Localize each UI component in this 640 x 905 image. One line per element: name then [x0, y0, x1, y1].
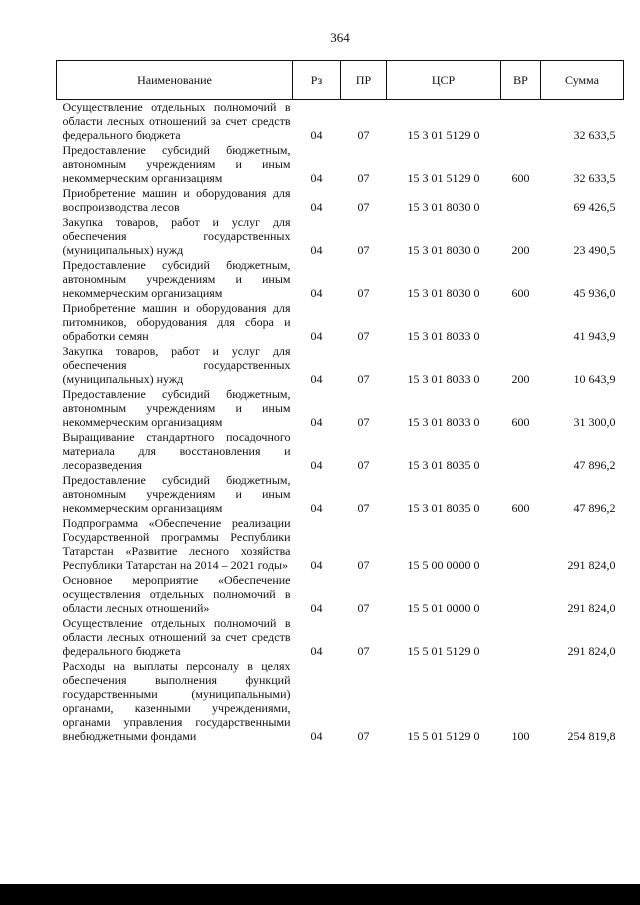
header-vr: ВР — [501, 61, 541, 100]
row-pr: 07 — [357, 171, 370, 185]
row-vr — [501, 616, 541, 659]
row-csr: 15 3 01 8035 0 — [407, 458, 480, 472]
row-sum: 31 300,0 — [573, 415, 616, 429]
row-csr: 15 3 01 5129 0 — [407, 171, 480, 185]
scan-bottom-edge — [0, 884, 640, 905]
table-row — [57, 573, 624, 616]
row-csr: 15 5 01 0000 0 — [407, 601, 480, 615]
row-rz: 04 — [310, 329, 323, 343]
row-pr: 07 — [357, 372, 370, 386]
row-sum: 32 633,5 — [573, 171, 616, 185]
row-rz: 04 — [310, 644, 323, 658]
row-rz: 04 — [310, 243, 323, 257]
row-rz: 04 — [310, 458, 323, 472]
row-name: Предоставление субсидий бюджетным, автономным учреждениям и иным некоммерческим организациям — [62, 258, 291, 300]
row-pr: 07 — [357, 415, 370, 429]
row-pr: 07 — [357, 558, 370, 572]
row-vr — [501, 430, 541, 473]
row-csr: 15 3 01 8033 0 — [407, 372, 480, 386]
row-pr: 07 — [357, 128, 370, 142]
row-pr: 07 — [357, 243, 370, 257]
row-rz: 04 — [310, 558, 323, 572]
row-vr: 600 — [511, 501, 530, 515]
row-csr: 15 3 01 8033 0 — [407, 329, 480, 343]
table-row — [57, 430, 624, 473]
table-row — [57, 100, 624, 144]
row-rz: 04 — [310, 171, 323, 185]
table-row — [57, 258, 624, 301]
row-pr: 07 — [357, 501, 370, 515]
budget-table-container — [56, 60, 623, 744]
row-name: Предоставление субсидий бюджетным, автономным учреждениям и иным некоммерческим организациям — [62, 387, 291, 429]
row-sum: 69 426,5 — [573, 200, 616, 214]
row-pr: 07 — [357, 329, 370, 343]
table-row — [57, 616, 624, 659]
row-name: Закупка товаров, работ и услуг для обеспечения государственных (муниципальных) нужд — [62, 215, 291, 257]
row-vr: 200 — [511, 243, 530, 257]
row-vr: 600 — [511, 415, 530, 429]
row-name: Закупка товаров, работ и услуг для обеспечения государственных (муниципальных) нужд — [62, 344, 291, 386]
row-rz: 04 — [310, 415, 323, 429]
row-rz: 04 — [310, 501, 323, 515]
row-csr: 15 5 01 5129 0 — [407, 729, 480, 743]
row-name: Выращивание стандартного посадочного материала для восстановления и лесоразведения — [62, 430, 291, 472]
row-csr: 15 3 01 8030 0 — [407, 243, 480, 257]
row-name: Предоставление субсидий бюджетным, автономным учреждениям и иным некоммерческим организациям — [62, 143, 291, 185]
row-vr — [501, 100, 541, 144]
row-vr: 200 — [511, 372, 530, 386]
row-sum: 47 896,2 — [573, 501, 616, 515]
row-pr: 07 — [357, 286, 370, 300]
page-number: 364 — [330, 30, 350, 45]
table-row — [57, 215, 624, 258]
table-header-row — [57, 61, 624, 100]
row-rz: 04 — [310, 128, 323, 142]
row-rz: 04 — [310, 286, 323, 300]
row-sum: 291 824,0 — [567, 644, 616, 658]
row-name: Предоставление субсидий бюджетным, автономным учреждениям и иным некоммерческим организациям — [62, 473, 291, 515]
row-name: Осуществление отдельных полномочий в области лесных отношений за счет средств федерального бюджета — [62, 100, 291, 142]
table-row — [57, 516, 624, 573]
table-row — [57, 473, 624, 516]
row-name: Приобретение машин и оборудования для воспроизводства лесов — [62, 186, 291, 214]
row-sum: 10 643,9 — [573, 372, 616, 386]
header-pr: ПР — [341, 61, 387, 100]
budget-table — [56, 60, 624, 744]
table-row — [57, 186, 624, 215]
header-name: Наименование — [57, 61, 293, 100]
row-csr: 15 3 01 8030 0 — [407, 200, 480, 214]
row-rz: 04 — [310, 200, 323, 214]
row-pr: 07 — [357, 644, 370, 658]
row-pr: 07 — [357, 729, 370, 743]
row-vr — [501, 301, 541, 344]
row-pr: 07 — [357, 458, 370, 472]
row-name: Основное мероприятие «Обеспечение осуществления отдельных полномочий в области лесных отношений» — [62, 573, 291, 615]
row-vr — [501, 573, 541, 616]
row-sum: 32 633,5 — [573, 128, 616, 142]
row-csr: 15 3 01 8035 0 — [407, 501, 480, 515]
table-row — [57, 659, 624, 744]
row-name: Расходы на выплаты персоналу в целях обеспечения выполнения функций государственными (муниципальными) органами, казенными учреждениями, органами управления государственными внебюджетными фондами — [62, 659, 291, 743]
row-csr: 15 5 00 0000 0 — [407, 558, 480, 572]
row-sum: 47 896,2 — [573, 458, 616, 472]
row-vr: 600 — [511, 171, 530, 185]
row-name: Осуществление отдельных полномочий в области лесных отношений за счет средств федерального бюджета — [62, 616, 291, 658]
table-row — [57, 143, 624, 186]
row-csr: 15 3 01 5129 0 — [407, 128, 480, 142]
header-rz: Рз — [293, 61, 341, 100]
row-name: Приобретение машин и оборудования для питомников, оборудования для сбора и обработки семян — [62, 301, 291, 343]
header-sum: Сумма — [541, 61, 624, 100]
row-sum: 23 490,5 — [573, 243, 616, 257]
row-rz: 04 — [310, 729, 323, 743]
row-sum: 41 943,9 — [573, 329, 616, 343]
row-sum: 45 936,0 — [573, 286, 616, 300]
row-sum: 254 819,8 — [567, 729, 616, 743]
row-vr — [501, 516, 541, 573]
row-csr: 15 3 01 8030 0 — [407, 286, 480, 300]
row-pr: 07 — [357, 200, 370, 214]
table-row — [57, 387, 624, 430]
row-vr: 100 — [511, 729, 530, 743]
row-vr — [501, 186, 541, 215]
row-csr: 15 5 01 5129 0 — [407, 644, 480, 658]
row-name: Подпрограмма «Обеспечение реализации Государственной программы Республики Татарстан «Развитие лесного хозяйства Республики Татарстан на 2014 – 2021 годы» — [62, 516, 291, 572]
header-csr: ЦСР — [387, 61, 501, 100]
row-rz: 04 — [310, 372, 323, 386]
row-sum: 291 824,0 — [567, 601, 616, 615]
row-vr: 600 — [511, 286, 530, 300]
row-pr: 07 — [357, 601, 370, 615]
row-sum: 291 824,0 — [567, 558, 616, 572]
table-row — [57, 301, 624, 344]
row-csr: 15 3 01 8033 0 — [407, 415, 480, 429]
row-rz: 04 — [310, 601, 323, 615]
table-row — [57, 344, 624, 387]
